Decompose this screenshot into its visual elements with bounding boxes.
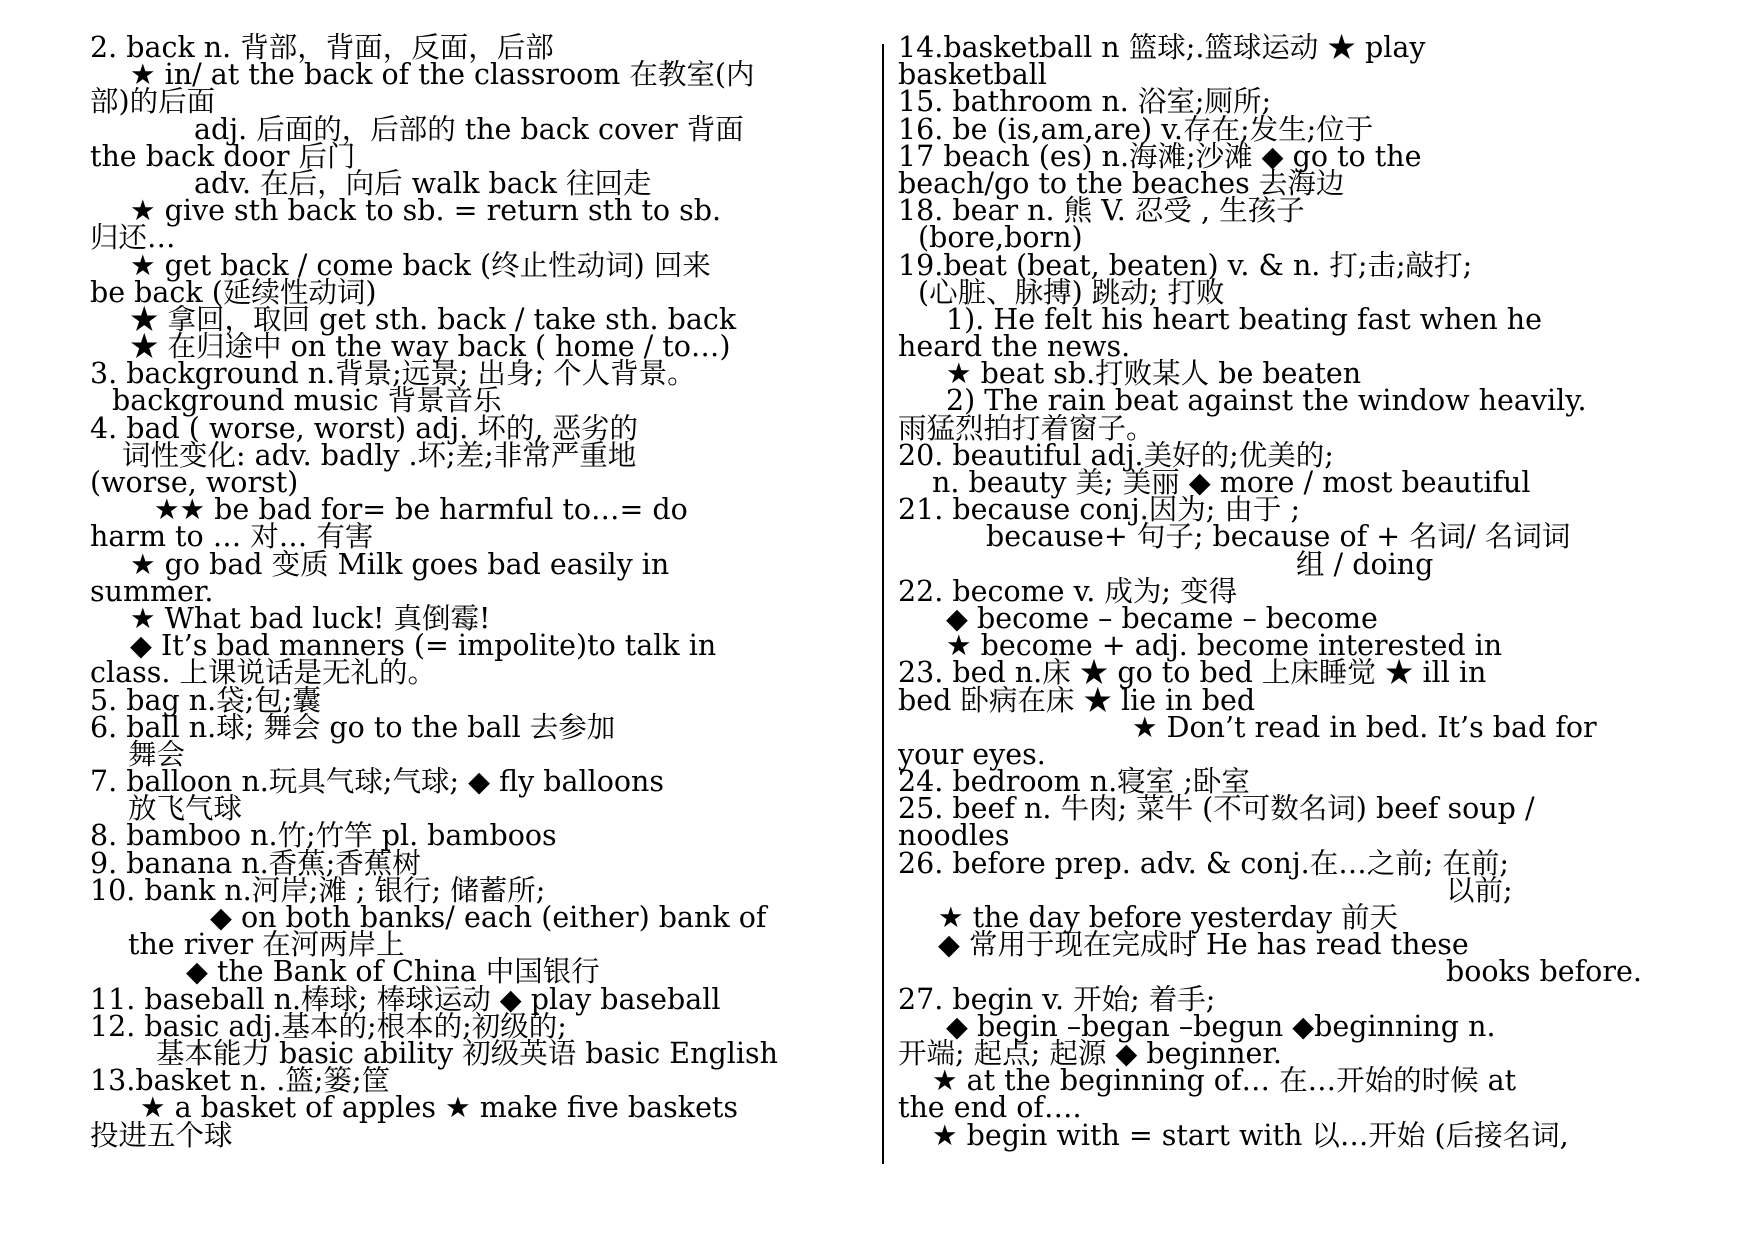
right-line-20: 组 / doing bbox=[1296, 547, 1434, 581]
right-line-26: ★ Don’t read in bed. It’s bad for bbox=[1132, 710, 1597, 744]
left-line-24: class. 上课说话是无礼的。 bbox=[90, 656, 436, 690]
left-line-39: 13.basket n. .篮;篓;筐 bbox=[90, 1064, 391, 1098]
right-line-11: 1). He felt his heart beating fast when he bbox=[946, 302, 1542, 336]
right-line-35: books before. bbox=[1446, 955, 1642, 989]
right-line-2: basketball bbox=[898, 58, 1047, 92]
right-line-25: bed 卧病在床 ★ lie in bed bbox=[898, 683, 1256, 717]
left-line-38: 基本能力 basic ability 初级英语 basic English bbox=[156, 1036, 778, 1070]
right-line-5: 17 beach (es) n.海滩;沙滩 ◆ go to the bbox=[898, 139, 1422, 173]
left-line-26: 6. ball n.球; 舞会 go to the ball 去参加 bbox=[90, 710, 616, 744]
left-line-32: 10. bank n.河岸;滩 ; 银行; 储蓄所; bbox=[90, 873, 546, 907]
right-line-34: ◆ 常用于现在完成时 He has read these bbox=[938, 928, 1469, 962]
left-line-12: ★ 在归途中 on the way back ( home / to…) bbox=[130, 330, 731, 364]
right-line-8: (bore,born) bbox=[918, 221, 1083, 255]
right-line-41: ★ begin with = start with 以…开始 (后接名词, bbox=[932, 1118, 1569, 1152]
left-line-13: 3. background n.背景;远景; 出身; 个人背景。 bbox=[90, 357, 696, 391]
left-line-36: 11. baseball n.棒球; 棒球运动 ◆ play baseball bbox=[90, 982, 721, 1016]
left-line-8: 归还… bbox=[90, 221, 176, 255]
right-line-1: 14.basketball n 篮球;.篮球运动 ★ play bbox=[898, 31, 1426, 64]
left-line-21: summer. bbox=[90, 574, 214, 608]
right-line-30: noodles bbox=[898, 819, 1010, 853]
left-line-18: ★★ be bad for= be harmful to…= do bbox=[154, 493, 688, 527]
left-line-30: 8. bamboo n.竹;竹竿 pl. bamboos bbox=[90, 819, 557, 853]
left-line-4: adj. 后面的，后部的 the back cover 背面 bbox=[194, 112, 744, 146]
left-line-22: ★ What bad luck! 真倒霉! bbox=[130, 601, 491, 635]
left-line-34: the river 在河两岸上 bbox=[128, 928, 405, 962]
right-line-9: 19.beat (beat, beaten) v. & n. 打;击;敲打; bbox=[898, 248, 1473, 282]
left-line-9: ★ get back / come back (终止性动词) 回来 bbox=[130, 248, 711, 282]
right-line-16: 20. beautiful adj.美好的;优美的; bbox=[898, 438, 1334, 472]
right-line-14: 2) The rain beat against the window heavily. bbox=[946, 384, 1587, 418]
left-line-20: ★ go bad 变质 Milk goes bad easily in bbox=[130, 547, 670, 581]
left-line-14: background music 背景音乐 bbox=[112, 384, 502, 418]
right-line-12: heard the news. bbox=[898, 330, 1131, 364]
right-line-19: because+ 句子; because of + 名词/ 名词词 bbox=[986, 520, 1571, 554]
left-line-10: be back (延续性动词) bbox=[90, 275, 377, 309]
right-line-24: 23. bed n.床 ★ go to bed 上床睡觉 ★ ill in bbox=[898, 656, 1487, 690]
right-line-15: 雨猛烈拍打着窗子。 bbox=[898, 411, 1155, 445]
column-divider bbox=[882, 44, 884, 1164]
left-line-19: harm to … 对… 有害 bbox=[90, 520, 374, 554]
left-line-1: 2. back n. 背部，背面，反面，后部 bbox=[90, 31, 554, 64]
right-line-28: 24. bedroom n.寝室 ;卧室 bbox=[898, 765, 1250, 799]
right-line-3: 15. bathroom n. 浴室;厕所; bbox=[898, 85, 1272, 119]
left-line-28: 7. balloon n.玩具气球;气球; ◆ fly balloons bbox=[90, 765, 665, 799]
left-line-37: 12. basic adj.基本的;根本的;初级的; bbox=[90, 1009, 567, 1043]
right-line-4: 16. be (is,am,are) v.存在;发生;位于 bbox=[898, 112, 1374, 146]
right-column bbox=[898, 31, 1728, 1152]
right-line-21: 22. become v. 成为; 变得 bbox=[898, 574, 1238, 608]
left-line-11: ★ 拿回，取回 get sth. back / take sth. back bbox=[130, 302, 737, 336]
left-line-15: 4. bad ( worse, worst) adj. 坏的, 恶劣的 bbox=[90, 411, 638, 445]
right-line-17: n. beauty 美; 美丽 ◆ more / most beautiful bbox=[932, 466, 1531, 499]
right-line-10: (心脏、脉搏) 跳动; 打败 bbox=[918, 275, 1225, 309]
left-line-33: ◆ on both banks/ each (either) bank of bbox=[210, 901, 767, 934]
left-line-2: ★ in/ at the back of the classroom 在教室(内 bbox=[130, 58, 755, 92]
right-line-31: 26. before prep. adv. & conj.在…之前; 在前; bbox=[898, 846, 1509, 880]
right-line-13: ★ beat sb.打败某人 be beaten bbox=[946, 357, 1362, 391]
left-line-5: the back door 后门 bbox=[90, 139, 356, 173]
right-line-36: 27. begin v. 开始; 着手; bbox=[898, 982, 1216, 1016]
left-line-3: 部)的后面 bbox=[90, 85, 216, 119]
right-line-22: ◆ become – became – become bbox=[946, 601, 1378, 635]
left-line-17: (worse, worst) bbox=[90, 466, 299, 499]
right-line-33: ★ the day before yesterday 前天 bbox=[938, 901, 1399, 934]
left-line-41: 投进五个球 bbox=[90, 1118, 233, 1152]
right-line-29: 25. beef n. 牛肉; 菜牛 (不可数名词) beef soup / bbox=[898, 792, 1535, 826]
right-line-38: 开端; 起点; 起源 ◆ beginner. bbox=[898, 1036, 1282, 1070]
right-line-6: beach/go to the beaches 去海边 bbox=[898, 166, 1345, 200]
left-line-31: 9. banana n.香蕉;香蕉树 bbox=[90, 846, 421, 880]
left-column bbox=[90, 31, 870, 1152]
right-line-18: 21. because conj.因为; 由于 ; bbox=[898, 493, 1301, 527]
left-line-25: 5. bag n.袋;包;囊 bbox=[90, 683, 321, 717]
right-line-40: the end of…. bbox=[898, 1091, 1082, 1125]
left-line-23: ◆ It’s bad manners (= impolite)to talk in bbox=[130, 629, 717, 663]
right-line-23: ★ become + adj. become interested in bbox=[946, 629, 1503, 663]
left-line-6: adv. 在后，向后 walk back 往回走 bbox=[194, 166, 652, 200]
left-line-29: 放飞气球 bbox=[128, 792, 243, 826]
right-line-27: your eyes. bbox=[898, 737, 1046, 771]
left-line-16: 词性变化: adv. badly .坏;差;非常严重地 bbox=[122, 438, 637, 472]
left-line-7: ★ give sth back to sb. = return sth to sb. bbox=[130, 194, 722, 228]
right-line-32: 以前; bbox=[1446, 873, 1513, 907]
left-line-35: ◆ the Bank of China 中国银行 bbox=[186, 955, 600, 989]
right-line-37: ◆ begin –began –begun ◆beginning n. bbox=[946, 1009, 1496, 1043]
left-line-40: ★ a basket of apples ★ make five baskets bbox=[140, 1091, 739, 1125]
left-line-27: 舞会 bbox=[128, 737, 186, 771]
right-line-39: ★ at the beginning of… 在…开始的时候 at bbox=[932, 1064, 1517, 1098]
right-line-7: 18. bear n. 熊 V. 忍受 , 生孩子 bbox=[898, 194, 1305, 228]
